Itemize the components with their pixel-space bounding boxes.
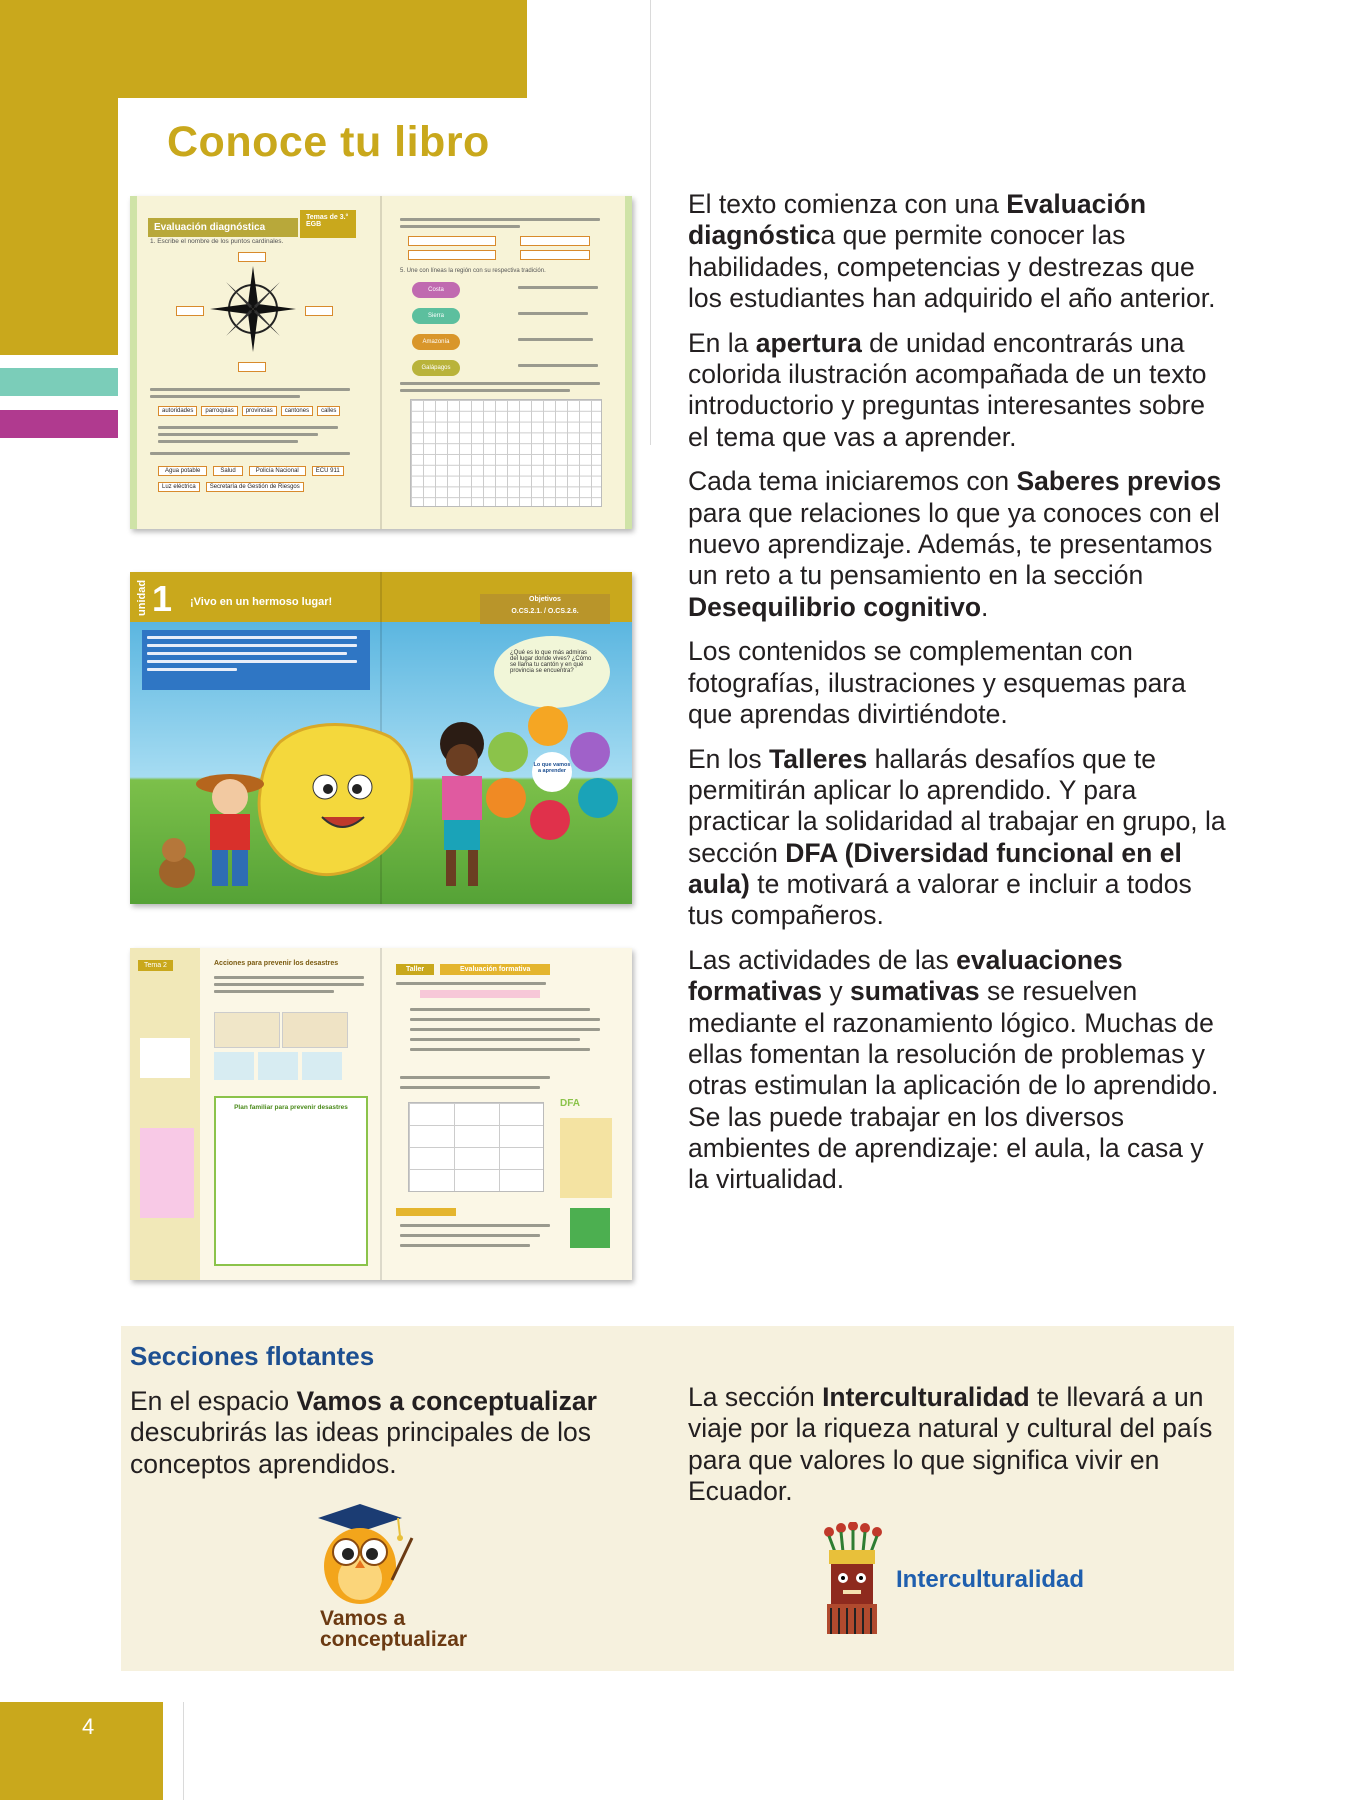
floating-sections-heading: Secciones flotantes — [130, 1341, 375, 1371]
owl-mascot-icon — [308, 1500, 418, 1610]
vamos-description — [130, 1386, 650, 1480]
text-run: El texto comienza con una — [688, 189, 1007, 219]
vamos-label-line2: conceptualizar — [320, 1628, 468, 1651]
text-run: y — [822, 976, 851, 1007]
vamos-label-line1: Vamos a — [320, 1607, 406, 1630]
intro-paragraph — [688, 189, 1228, 314]
text-run: . — [981, 591, 989, 622]
text-run: de unidad encontrarás una colorida ilustración acompañada de un texto introductorio y preguntas interesantes sobre el tema que vas a aprender. — [688, 327, 1207, 452]
thumb-service-chip: Salud — [213, 466, 242, 476]
purple-stripe — [0, 410, 118, 438]
thumb-region-costa: Costa — [412, 282, 460, 298]
thumb-tema: Tema 2 — [138, 960, 173, 971]
interculturalidad-description — [688, 1382, 1218, 1507]
text-run: hallarás desafíos que te permitirán aplicar lo aprendido. Y para practicar la solidaridad al trabajar en grupo, la sección — [688, 743, 1226, 868]
intro-paragraph — [688, 636, 1228, 730]
ecuador-character-illustration — [240, 712, 440, 892]
thumb-objectives: O.CS.2.1. / O.CS.2.6. — [511, 608, 579, 615]
thumb-service-chip: Policía Nacional — [249, 466, 306, 476]
bold-term: Desequilibrio cognitivo — [688, 591, 982, 622]
bold-term: DFA (Diversidad funcional en el aula) — [688, 837, 1182, 899]
interculturalidad-label: Interculturalidad — [896, 1566, 1085, 1593]
workshop-thumbnail — [130, 948, 632, 1280]
bold-term: evaluaciones formativas — [688, 945, 1123, 1007]
thumb-region-galapagos: Galápagos — [412, 360, 460, 376]
text-run: En los — [688, 743, 770, 774]
thumb-eval-formativa: Evaluación formativa — [440, 964, 550, 975]
bold-term: Vamos a conceptualizar — [296, 1386, 597, 1416]
thumb-word-chip: cantones — [281, 406, 313, 416]
thumb-objectives-label: Objetivos — [529, 596, 561, 603]
thumb-unit-word: unidad — [136, 579, 148, 616]
concept-circle — [486, 778, 526, 818]
thumb-taller: Taller — [396, 964, 434, 975]
thumb-word-search — [410, 399, 602, 507]
concept-circle — [578, 778, 618, 818]
gold-side-band — [0, 0, 118, 355]
concept-circle — [528, 706, 568, 746]
intro-paragraph — [688, 466, 1228, 622]
thumb-region-amazonia: Amazonía — [412, 334, 460, 350]
thumb-service-chip: Agua potable — [158, 466, 207, 476]
concept-circle — [570, 732, 610, 772]
bold-term: Evaluación diagnóstic — [688, 189, 1147, 251]
dog-illustration — [152, 834, 202, 894]
text-run: En la — [688, 327, 756, 358]
teal-stripe — [0, 368, 118, 396]
text-run: descubrirás las ideas principales de los conceptos aprendidos. — [130, 1417, 592, 1479]
bold-term: Talleres — [769, 743, 868, 774]
diagnostic-evaluation-thumbnail — [130, 196, 632, 529]
thumb-word-chip: provincias — [242, 406, 277, 416]
thumb-q1: 1. Escribe el nombre de los puntos cardinales. — [150, 238, 284, 245]
concept-circle — [530, 800, 570, 840]
intro-text-column — [688, 189, 1228, 1209]
thumb-diagnostic-header: Evaluación diagnóstica — [148, 218, 298, 237]
thumb-plan-title: Plan familiar para prevenir desastres — [214, 1096, 368, 1266]
unit-opening-thumbnail — [130, 572, 632, 904]
thumb-service-chip: Secretaría de Gestión de Riesgos — [206, 482, 304, 492]
text-run: Cada tema iniciaremos con — [688, 466, 1017, 497]
thumb-opening-question: ¿Qué es lo que más admiras del lugar donde vives? ¿Cómo se llama tu cantón y en qué provincia se encuentra? — [494, 636, 610, 708]
bold-term: apertura — [755, 327, 862, 358]
thumb-q5: 5. Une con líneas la región con su respectiva tradición. — [400, 268, 546, 274]
compass-rose-icon — [208, 264, 298, 354]
vamos-label — [320, 1608, 467, 1650]
andean-mask-icon — [817, 1522, 887, 1640]
thumb-center-circle: Lo que vamos a aprender — [532, 752, 572, 792]
thumb-unit-title: ¡Vivo en un hermoso lugar! — [190, 596, 333, 608]
text-run: Los contenidos se complementan con fotografías, ilustraciones y esquemas para que aprendas divirtiéndote. — [688, 636, 1186, 729]
thumb-word-chip: autoridades — [158, 406, 197, 416]
text-run: se resuelven mediante el razonamiento lógico. Muchas de ellas fomentan la resolución de problemas y otras estimulan la aplicación de lo aprendido. Se las puede trabajar en los diversos ambientes de aprendizaje: el aula, la casa y la virtualidad. — [688, 976, 1219, 1195]
thumb-word-bank — [158, 406, 340, 416]
intro-paragraph — [688, 744, 1228, 932]
thumb-diagnostic-tag: Temas de 3.° EGB — [300, 210, 356, 238]
text-run: te motivará a valorar e incluir a todos tus compañeros. — [688, 868, 1192, 931]
thumb-region-sierra: Sierra — [412, 308, 460, 324]
footer-divider — [183, 1702, 184, 1800]
text-run: te llevará a un viaje por la riqueza natural y cultural del país para que valores lo que significa vivir en Ecuador. — [688, 1382, 1213, 1506]
thumb-workshop-heading: Acciones para prevenir los desastres — [214, 960, 339, 967]
text-run: a que permite conocer las habilidades, competencias y destrezas que los estudiantes han adquirido el año anterior. — [688, 220, 1216, 313]
intro-paragraph — [688, 328, 1228, 453]
thumb-services — [158, 466, 368, 492]
column-divider — [650, 0, 651, 445]
text-run: En el espacio — [130, 1386, 297, 1416]
bold-term: Interculturalidad — [822, 1382, 1030, 1412]
page-title: Conoce tu libro — [167, 118, 490, 166]
text-run: para que relaciones lo que ya conoces con el nuevo aprendizaje. Además, te presentamos un reto a tu pensamiento en la sección — [688, 497, 1220, 591]
thumb-word-chip: calles — [317, 406, 340, 416]
thumb-word-chip: parroquias — [201, 406, 237, 416]
thumb-service-chip: ECU 911 — [312, 466, 344, 476]
thumb-dfa: DFA — [560, 1098, 580, 1109]
bold-term: Saberes previos — [1016, 466, 1222, 497]
boy-illustration — [190, 762, 270, 902]
text-run: Las actividades de las — [688, 945, 957, 976]
thumb-service-chip: Luz eléctrica — [158, 482, 200, 492]
intro-paragraph — [688, 945, 1228, 1195]
thumb-unit-number: 1 — [152, 578, 173, 619]
page-number: 4 — [82, 1714, 95, 1739]
bold-term: sumativas — [850, 976, 980, 1007]
concept-circle — [488, 732, 528, 772]
text-run: La sección — [688, 1382, 823, 1412]
